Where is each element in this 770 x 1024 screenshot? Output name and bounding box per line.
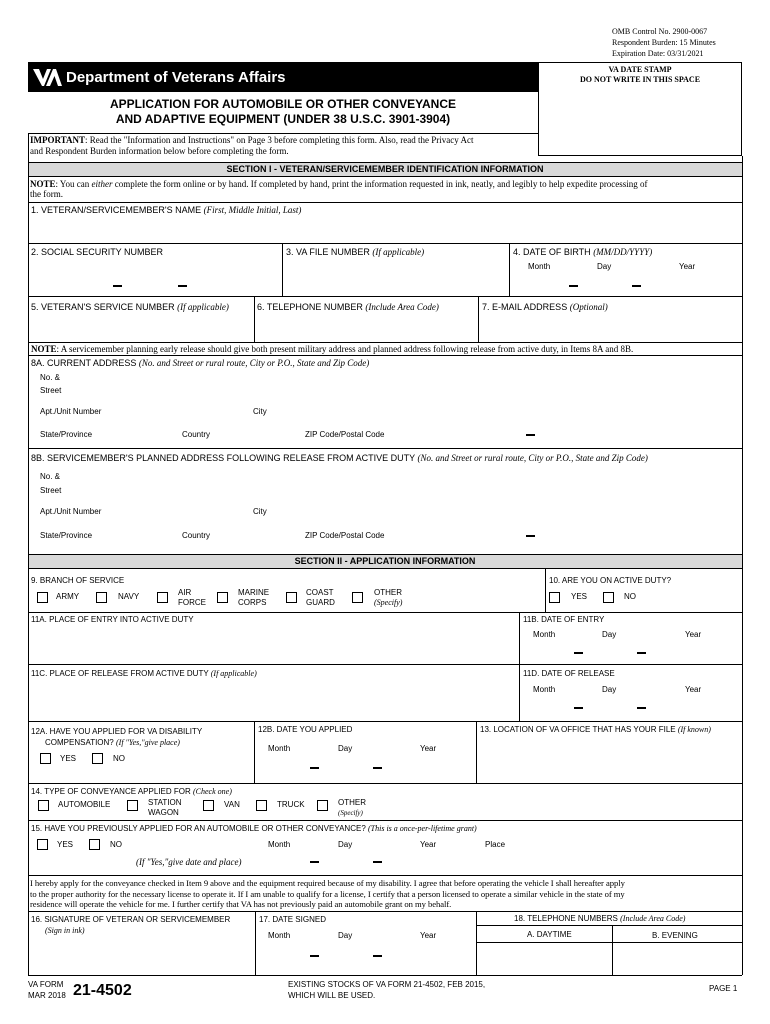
- q11b-label: 11B. DATE OF ENTRY: [523, 615, 605, 624]
- applied-separator-1: [310, 767, 319, 769]
- applied-year-label: Year: [420, 744, 437, 753]
- place-of-release-input[interactable]: [34, 686, 514, 706]
- ssn-separator-1: [113, 285, 122, 287]
- applied-comp-no-checkbox[interactable]: [92, 753, 103, 764]
- important-label: IMPORTANT: [30, 135, 86, 145]
- va-date-stamp-box: [538, 62, 742, 156]
- current-zip-input[interactable]: [400, 428, 730, 440]
- applied-comp-yes-label: YES: [60, 754, 77, 763]
- q17-label: 17. DATE SIGNED: [259, 915, 326, 924]
- other-branch-checkbox[interactable]: [352, 592, 363, 603]
- daytime-phone-input[interactable]: [482, 950, 606, 968]
- omb-control: OMB Control No. 2900-0067: [612, 27, 708, 36]
- va-logo-icon: [32, 66, 62, 88]
- other-conveyance-input[interactable]: [375, 800, 735, 812]
- current-state-input[interactable]: [102, 428, 177, 440]
- q15-yes-hint: (If "Yes,"give date and place): [136, 857, 242, 867]
- planned-country-input[interactable]: [220, 529, 300, 541]
- previously-applied-no-checkbox[interactable]: [89, 839, 100, 850]
- section-1-note: NOTE: You can either complete the form online or by hand. If completed by hand, print the information requested in ink, neatly, and legibly to help expedite processing of the form.: [30, 179, 648, 199]
- truck-label: TRUCK: [277, 800, 305, 809]
- q18-label: 18. TELEPHONE NUMBERS (Include Area Code): [514, 914, 686, 923]
- army-label: ARMY: [56, 592, 80, 601]
- automobile-checkbox[interactable]: [38, 800, 49, 811]
- q8b-apt-label: Apt./Unit Number: [40, 507, 102, 516]
- q8a-state-label: State/Province: [40, 430, 93, 439]
- q4-label: 4. DATE OF BIRTH (MM/DD/YYYY): [513, 247, 653, 257]
- navy-checkbox[interactable]: [96, 592, 107, 603]
- footer-form-number: 21-4502: [73, 982, 132, 999]
- q8b-street-label: Street: [40, 486, 62, 495]
- date-signed-input[interactable]: [260, 947, 470, 961]
- previous-place-input[interactable]: [482, 854, 737, 868]
- other-conveyance-checkbox[interactable]: [317, 800, 328, 811]
- current-country-input[interactable]: [220, 428, 300, 440]
- form-title: [28, 97, 538, 127]
- q8a-zip-label: ZIP Code/Postal Code: [305, 430, 385, 439]
- prev-separator-1: [310, 861, 319, 863]
- station-wagon-checkbox[interactable]: [127, 800, 138, 811]
- omb-burden: Respondent Burden: 15 Minutes: [612, 38, 716, 47]
- applied-comp-yes-checkbox[interactable]: [40, 753, 51, 764]
- telephone-input[interactable]: [260, 320, 472, 334]
- q8b-label: 8B. SERVICEMEMBER'S PLANNED ADDRESS FOLLOWING RELEASE FROM ACTIVE DUTY (No. and Street or rural route, City or P.O., State and Zip Code): [31, 453, 648, 463]
- coast-guard-checkbox[interactable]: [286, 592, 297, 603]
- footer-vaform: VA FORM: [28, 980, 64, 989]
- current-apt-input[interactable]: [115, 405, 245, 417]
- section-2-header: SECTION II - APPLICATION INFORMATION: [28, 554, 742, 569]
- other-branch-label: OTHER (Specify): [374, 588, 403, 607]
- ssn-input[interactable]: [40, 278, 270, 292]
- zip-separator-8a: [526, 434, 535, 436]
- footer-existing-stocks: EXISTING STOCKS OF VA FORM 21-4502, FEB 2015, WHICH WILL BE USED.: [288, 980, 486, 1000]
- entry-day-label: Day: [602, 630, 617, 639]
- army-checkbox[interactable]: [37, 592, 48, 603]
- certification-text: I hereby apply for the conveyance checked in Item 9 above and the equipment required because of my disability. I agree that before operating the vehicle I shall hereafter apply to the proper authority for the necessary license to operate it. If I am unable to qualify for a license, I certify that a person licensed to operate a similar vehicle in the state of my residence will operate the vehicle for me. I further certify that VA has not previously paid an automobile grant on my behalf.: [30, 878, 625, 909]
- q12b-label: 12B. DATE YOU APPLIED: [258, 725, 353, 734]
- q6-label: 6. TELEPHONE NUMBER (Include Area Code): [257, 302, 439, 312]
- q13-label: 13. LOCATION OF VA OFFICE THAT HAS YOUR FILE (If known): [480, 725, 711, 734]
- signed-separator-1: [310, 955, 319, 957]
- signed-separator-2: [373, 955, 382, 957]
- current-city-input[interactable]: [275, 405, 730, 417]
- q8b-country-label: Country: [182, 531, 211, 540]
- q2-label: 2. SOCIAL SECURITY NUMBER: [31, 247, 164, 257]
- daytime-label: A. DAYTIME: [527, 930, 572, 939]
- stamp-label: VA DATE STAMP: [608, 65, 672, 74]
- stamp-note: DO NOT WRITE IN THIS SPACE: [579, 75, 701, 84]
- prev-separator-2: [373, 861, 382, 863]
- footer-form-id: [28, 979, 66, 1001]
- truck-checkbox[interactable]: [256, 800, 267, 811]
- q11c-label: 11C. PLACE OF RELEASE FROM ACTIVE DUTY (If applicable): [31, 669, 257, 678]
- section-1-header: SECTION I - VETERAN/SERVICEMEMBER IDENTIFICATION INFORMATION: [28, 162, 742, 177]
- date-of-release-input[interactable]: [525, 700, 735, 714]
- q11a-label: 11A. PLACE OF ENTRY INTO ACTIVE DUTY: [31, 615, 194, 624]
- dob-separator-1: [569, 285, 578, 287]
- evening-phone-input[interactable]: [617, 950, 737, 968]
- va-file-number-input[interactable]: [290, 276, 500, 290]
- q8a-country-label: Country: [182, 430, 211, 439]
- q8b-city-label: City: [253, 507, 267, 516]
- dob-year-label: Year: [679, 262, 696, 271]
- release-day-label: Day: [602, 685, 617, 694]
- important-text-2: and Respondent Burden information below before completing the form.: [30, 146, 289, 156]
- planned-city-input[interactable]: [275, 505, 730, 517]
- entry-separator-2: [637, 652, 646, 654]
- signed-year-label: Year: [420, 931, 437, 940]
- dob-day-label: Day: [597, 262, 612, 271]
- entry-month-label: Month: [533, 630, 556, 639]
- q8b-zip-label: ZIP Code/Postal Code: [305, 531, 385, 540]
- q15-label: 15. HAVE YOU PREVIOUSLY APPLIED FOR AN AUTOMOBILE OR OTHER CONVEYANCE? (This is a once-per-lifetime grant): [31, 824, 477, 833]
- previously-applied-no-label: NO: [110, 840, 122, 849]
- va-office-location-input[interactable]: [482, 742, 737, 772]
- comp-place-input[interactable]: [34, 767, 249, 779]
- q16-label: 16. SIGNATURE OF VETERAN OR SERVICEMEMBER (Sign in ink): [31, 915, 231, 935]
- q8a-no-label: No. &: [40, 373, 61, 382]
- prev-month-label: Month: [268, 840, 291, 849]
- station-wagon-label: STATION WAGON: [148, 798, 182, 817]
- place-of-entry-input[interactable]: [34, 632, 514, 652]
- q14-label: 14. TYPE OF CONVEYANCE APPLIED FOR (Check one): [31, 787, 232, 796]
- q12a-label: 12A. HAVE YOU APPLIED FOR VA DISABILITY COMPENSATION? (If "Yes,"give place): [31, 727, 203, 747]
- q1-label: 1. VETERAN/SERVICEMEMBER'S NAME (First, Middle Initial, Last): [31, 205, 302, 215]
- footer-date: MAR 2018: [28, 991, 66, 1000]
- dob-separator-2: [632, 285, 641, 287]
- air-force-label: AIR FORCE: [178, 588, 206, 607]
- date-applied-input[interactable]: [260, 760, 470, 774]
- form-title-line1: APPLICATION FOR AUTOMOBILE OR OTHER CONVEYANCE: [109, 97, 457, 111]
- dob-month-label: Month: [528, 262, 551, 271]
- previously-applied-yes-checkbox[interactable]: [37, 839, 48, 850]
- service-number-input[interactable]: [34, 320, 249, 334]
- release-year-label: Year: [685, 685, 702, 694]
- q8b-no-label: No. &: [40, 472, 61, 481]
- current-street-input[interactable]: [80, 378, 730, 392]
- signed-month-label: Month: [268, 931, 291, 940]
- applied-separator-2: [373, 767, 382, 769]
- active-duty-yes-label: YES: [571, 592, 588, 601]
- q7-label: 7. E-MAIL ADDRESS (Optional): [482, 302, 608, 312]
- applied-day-label: Day: [338, 744, 353, 753]
- other-conveyance-label: OTHER (Specify): [338, 798, 366, 817]
- page-number: PAGE 1: [709, 984, 738, 993]
- navy-label: NAVY: [118, 592, 140, 601]
- agency-name: Department of Veterans Affairs: [66, 69, 286, 86]
- signature-input[interactable]: [34, 940, 249, 970]
- air-force-checkbox[interactable]: [157, 592, 168, 603]
- release-month-label: Month: [533, 685, 556, 694]
- automobile-label: AUTOMOBILE: [58, 800, 111, 809]
- van-checkbox[interactable]: [203, 800, 214, 811]
- veteran-name-input[interactable]: [34, 220, 734, 238]
- planned-zip-input[interactable]: [400, 529, 730, 541]
- active-duty-no-label: NO: [624, 592, 636, 601]
- signed-day-label: Day: [338, 931, 353, 940]
- important-text: : Read the "Information and Instructions" on Page 3 before completing this form. Also, read the Privacy Act: [85, 135, 474, 145]
- q11d-label: 11D. DATE OF RELEASE: [523, 669, 615, 678]
- q3-label: 3. VA FILE NUMBER (If applicable): [286, 247, 425, 257]
- date-of-entry-input[interactable]: [525, 645, 735, 659]
- important-note: [30, 135, 535, 157]
- marine-corps-label: MARINE CORPS: [238, 588, 270, 607]
- q8a-apt-label: Apt./Unit Number: [40, 407, 102, 416]
- release-separator-1: [574, 707, 583, 709]
- q8b-state-label: State/Province: [40, 531, 93, 540]
- previous-date-input[interactable]: [260, 854, 470, 868]
- planned-state-input[interactable]: [102, 529, 177, 541]
- ssn-separator-2: [178, 285, 187, 287]
- email-input[interactable]: [484, 320, 736, 334]
- zip-separator-8b: [526, 535, 535, 537]
- entry-year-label: Year: [685, 630, 702, 639]
- agency-banner: [28, 62, 538, 92]
- entry-separator-1: [574, 652, 583, 654]
- dob-input[interactable]: [515, 276, 735, 290]
- q9-label: 9. BRANCH OF SERVICE: [31, 576, 125, 585]
- note-2: NOTE: A servicemember planning early release should give both present military address and planned address following release from active duty, in Items 8A and 8B.: [31, 344, 634, 354]
- coast-guard-label: COAST GUARD: [306, 588, 335, 607]
- omb-block: [612, 26, 716, 59]
- applied-comp-no-label: NO: [113, 754, 125, 763]
- applied-month-label: Month: [268, 744, 291, 753]
- form-title-line2: AND ADAPTIVE EQUIPMENT (UNDER 38 U.S.C. 3901-3904): [115, 112, 451, 126]
- q8a-city-label: City: [253, 407, 267, 416]
- active-duty-no-checkbox[interactable]: [603, 592, 614, 603]
- release-separator-2: [637, 707, 646, 709]
- evening-label: B. EVENING: [652, 931, 698, 940]
- q5-label: 5. VETERAN'S SERVICE NUMBER (If applicable): [31, 302, 229, 312]
- q10-label: 10. ARE YOU ON ACTIVE DUTY?: [549, 576, 672, 585]
- omb-expiration: Expiration Date: 03/31/2021: [612, 49, 704, 58]
- prev-place-label: Place: [485, 840, 506, 849]
- active-duty-yes-checkbox[interactable]: [549, 592, 560, 603]
- planned-apt-input[interactable]: [115, 505, 245, 517]
- previously-applied-yes-label: YES: [57, 840, 74, 849]
- q8a-label: 8A. CURRENT ADDRESS (No. and Street or rural route, City or P.O., State and Zip Code): [31, 358, 370, 368]
- q8a-street-label: Street: [40, 386, 62, 395]
- van-label: VAN: [224, 800, 240, 809]
- prev-year-label: Year: [420, 840, 437, 849]
- prev-day-label: Day: [338, 840, 353, 849]
- marine-corps-checkbox[interactable]: [217, 592, 228, 603]
- planned-street-input[interactable]: [80, 477, 730, 491]
